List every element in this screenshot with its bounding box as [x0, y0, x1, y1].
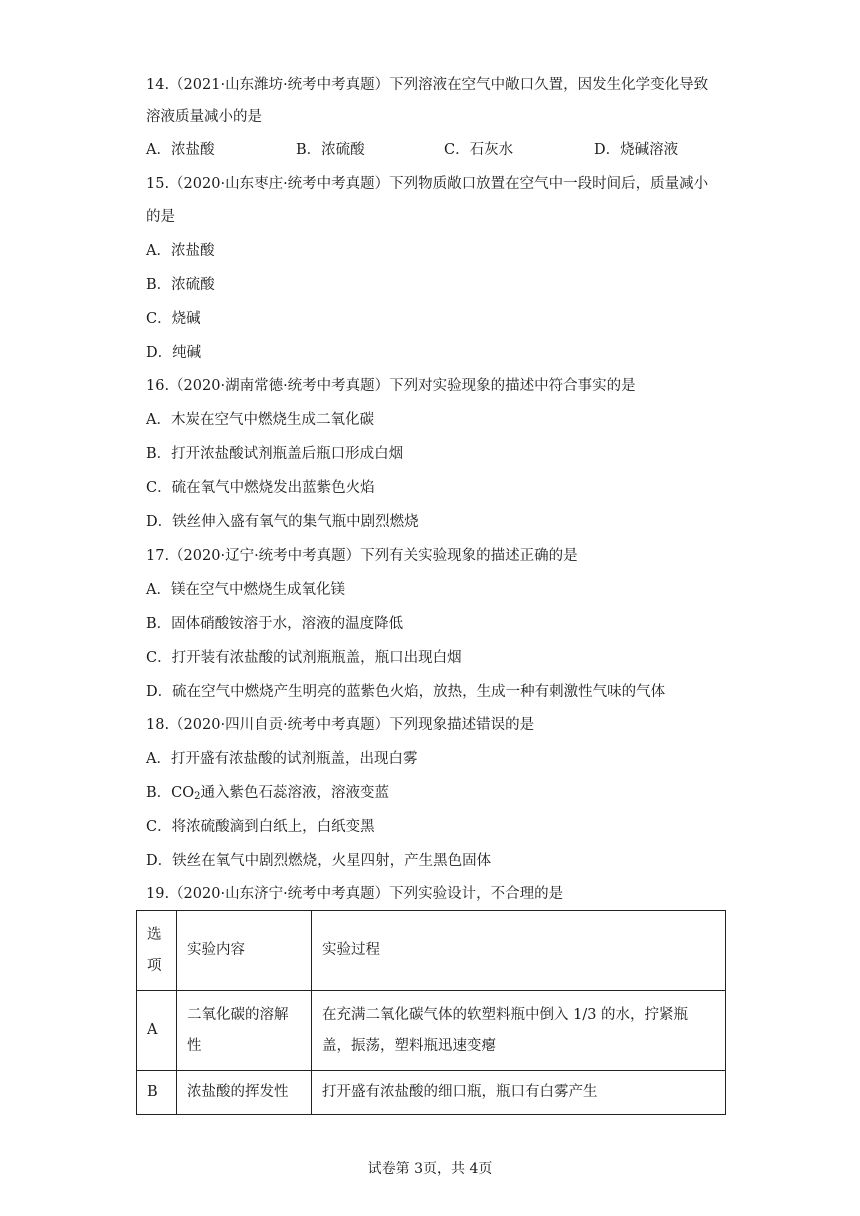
- q14-stem-line1: 14.（2021·山东潍坊·统考中考真题）下列溶液在空气中敞口久置，因发生化学变化导致: [146, 77, 709, 93]
- q15-option-d[interactable]: D．纯碱: [146, 345, 202, 361]
- q14-option-a[interactable]: A．浓盐酸: [146, 142, 215, 158]
- q15-option-c[interactable]: C．烧碱: [146, 311, 201, 327]
- q15-stem-line1: 15.（2020·山东枣庄·统考中考真题）下列物质敞口放置在空气中一段时间后，质量减小: [146, 176, 709, 192]
- q19-stem: 19.（2020·山东济宁·统考中考真题）下列实验设计，不合理的是: [146, 886, 564, 902]
- q15-option-b[interactable]: B．浓硫酸: [146, 277, 215, 293]
- q19-row-a-process: 在充满二氧化碳气体的软塑料瓶中倒入 1/3 的水，拧紧瓶盖，振荡，塑料瓶迅速变瘪: [312, 991, 726, 1071]
- q16-option-c[interactable]: C．硫在氧气中燃烧发出蓝紫色火焰: [146, 480, 375, 496]
- q18-option-c[interactable]: C．将浓硫酸滴到白纸上，白纸变黑: [146, 819, 375, 835]
- q17-option-d[interactable]: D．硫在空气中燃烧产生明亮的蓝紫色火焰，放热，生成一种有刺激性气味的气体: [146, 684, 666, 700]
- q18-option-a[interactable]: A．打开盛有浓盐酸的试剂瓶盖，出现白雾: [146, 751, 418, 767]
- q19-table-row-b: [137, 1071, 726, 1115]
- q14-option-c[interactable]: C．石灰水: [444, 142, 514, 158]
- q14-option-b[interactable]: B．浓硫酸: [296, 142, 365, 158]
- q15-stem-line2: 的是: [146, 209, 175, 225]
- q19-table: [136, 910, 726, 1115]
- q16-option-b[interactable]: B．打开浓盐酸试剂瓶盖后瓶口形成白烟: [146, 446, 404, 462]
- q19-table-row-a: [137, 991, 726, 1071]
- q17-stem: 17.（2020·辽宁·统考中考真题）下列有关实验现象的描述正确的是: [146, 548, 578, 564]
- q16-stem: 16.（2020·湖南常德·统考中考真题）下列对实验现象的描述中符合事实的是: [146, 378, 636, 394]
- q19-row-a-option: A: [137, 991, 177, 1071]
- q18-stem: 18.（2020·四川自贡·统考中考真题）下列现象描述错误的是: [146, 717, 535, 733]
- q15-option-a[interactable]: A．浓盐酸: [146, 243, 215, 259]
- q17-option-a[interactable]: A．镁在空气中燃烧生成氧化镁: [146, 582, 345, 598]
- q18-option-b[interactable]: [146, 783, 389, 803]
- q19-header-process: 实验过程: [312, 911, 726, 991]
- q16-option-d[interactable]: D．铁丝伸入盛有氧气的集气瓶中剧烈燃烧: [146, 514, 419, 530]
- q19-row-b-process: 打开盛有浓盐酸的细口瓶，瓶口有白雾产生: [312, 1071, 726, 1115]
- q19-table-header-row: [137, 911, 726, 991]
- q18-option-b-suffix: 通入紫色石蕊溶液，溶液变蓝: [200, 785, 390, 801]
- q19-header-option: 选项: [137, 911, 177, 991]
- q14-stem-line2: 溶液质量减小的是: [146, 109, 262, 125]
- q17-option-b[interactable]: B．固体硝酸铵溶于水，溶液的温度降低: [146, 616, 404, 632]
- q19-row-b-option: B: [137, 1071, 177, 1115]
- q19-row-a-content: 二氧化碳的溶解性: [177, 991, 312, 1071]
- q16-option-a[interactable]: A．木炭在空气中燃烧生成二氧化碳: [146, 412, 374, 428]
- page-footer: 试卷第 3页，共 4页: [367, 1161, 493, 1177]
- q18-option-b-subscript: 2: [194, 791, 201, 802]
- q18-option-d[interactable]: D．铁丝在氧气中剧烈燃烧，火星四射，产生黑色固体: [146, 853, 492, 869]
- q14-option-d[interactable]: D．烧碱溶液: [594, 142, 679, 158]
- q19-row-b-content: 浓盐酸的挥发性: [177, 1071, 312, 1115]
- q14-options: [146, 140, 766, 160]
- q18-option-b-prefix: B．CO: [146, 785, 195, 801]
- q17-option-c[interactable]: C．打开装有浓盐酸的试剂瓶瓶盖，瓶口出现白烟: [146, 650, 462, 666]
- q19-header-content: 实验内容: [177, 911, 312, 991]
